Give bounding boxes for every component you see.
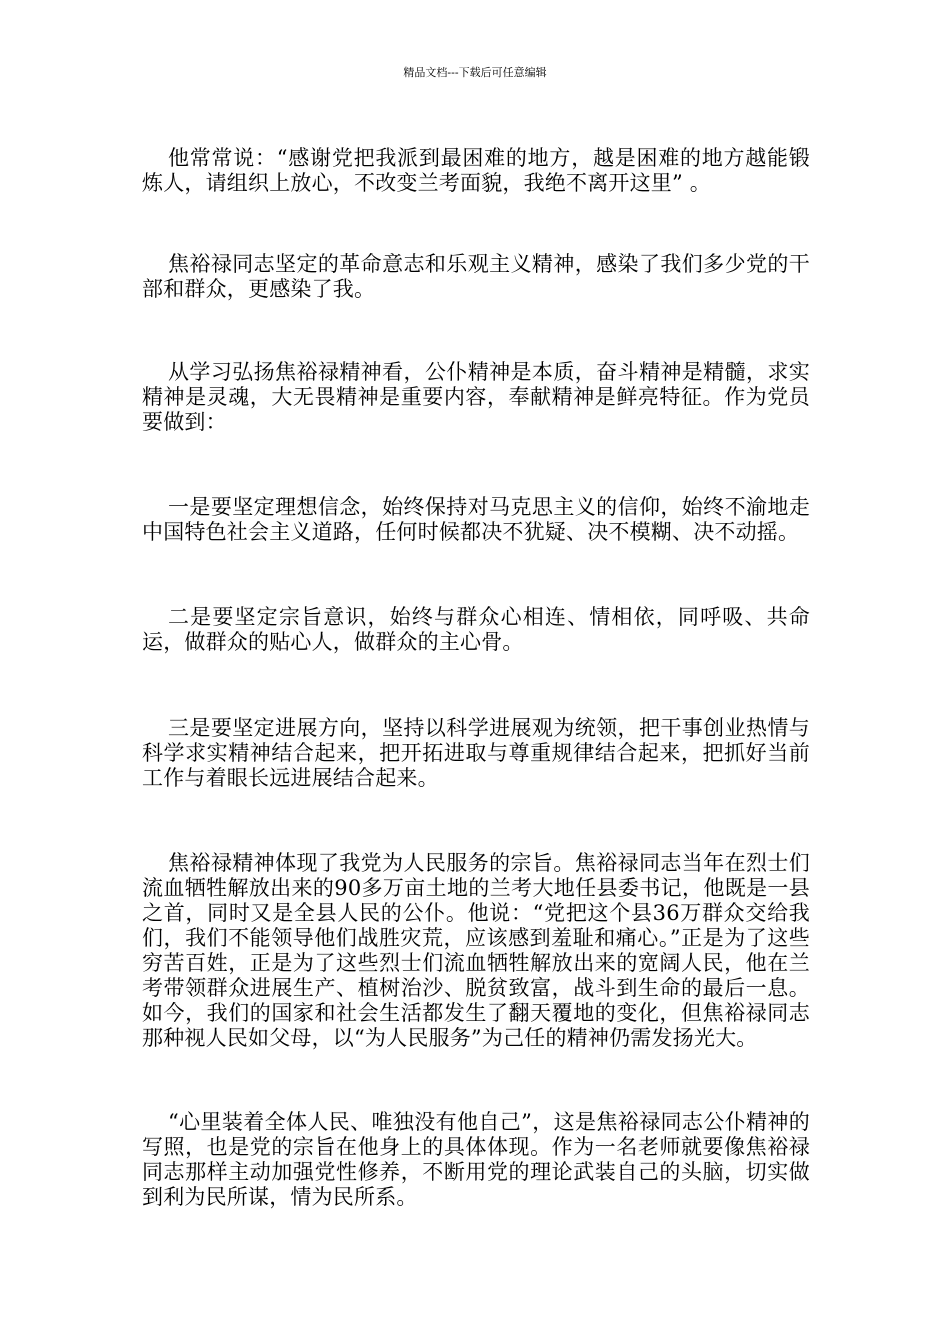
paragraph-5: 二是要坚定宗旨意识，始终与群众心相连、情相依，同呼吸、共命运，做群众的贴心人，做群众的主心骨。 <box>142 605 810 654</box>
document-body <box>142 146 810 1210</box>
paragraph-1: 他常常说：“感谢党把我派到最困难的地方，越是困难的地方越能锻炼人，请组织上放心，不改变兰考面貌，我绝不离开这里” 。 <box>142 146 810 195</box>
paragraph-4: 一是要坚定理想信念，始终保持对马克思主义的信仰，始终不渝地走中国特色社会主义道路，任何时候都决不犹疑、决不模糊、决不动摇。 <box>142 495 810 544</box>
paragraph-7: 焦裕禄精神体现了我党为人民服务的宗旨。焦裕禄同志当年在烈士们流血牺牲解放出来的90多万亩土地的兰考大地任县委书记，他既是一县之首，同时又是全县人民的公仆。他说：“党把这个县36万群众交给我们，我们不能领导他们战胜灾荒，应该感到羞耻和痛心。”正是为了这些穷苦百姓，正是为了这些烈士们流血牺牲解放出来的宽阔人民，他在兰考带领群众进展生产、植树治沙、脱贫致富，战斗到生命的最后一息。如今，我们的国家和社会生活都发生了翻天覆地的变化，但焦裕禄同志那种视人民如父母，以“为人民服务”为己任的精神仍需发扬光大。 <box>142 851 810 1050</box>
paragraph-2: 焦裕禄同志坚定的革命意志和乐观主义精神，感染了我们多少党的干部和群众，更感染了我。 <box>142 252 810 301</box>
paragraph-8: “心里装着全体人民、唯独没有他自己”，这是焦裕禄同志公仆精神的写照，也是党的宗旨在他身上的具体体现。作为一名老师就要像焦裕禄同志那样主动加强党性修养，不断用党的理论武装自己的头脑，切实做到利为民所谋，情为民所系。 <box>142 1110 810 1209</box>
page-header: 精品文档---下载后可任意编辑 <box>403 66 547 79</box>
paragraph-6: 三是要坚定进展方向，坚持以科学进展观为统领，把干事创业热情与科学求实精神结合起来，把开拓进取与尊重规律结合起来，把抓好当前工作与着眼长远进展结合起来。 <box>142 716 810 790</box>
paragraph-3: 从学习弘扬焦裕禄精神看，公仆精神是本质，奋斗精神是精髓，求实精神是灵魂，大无畏精神是重要内容，奉献精神是鲜亮特征。作为党员要做到： <box>142 360 810 434</box>
